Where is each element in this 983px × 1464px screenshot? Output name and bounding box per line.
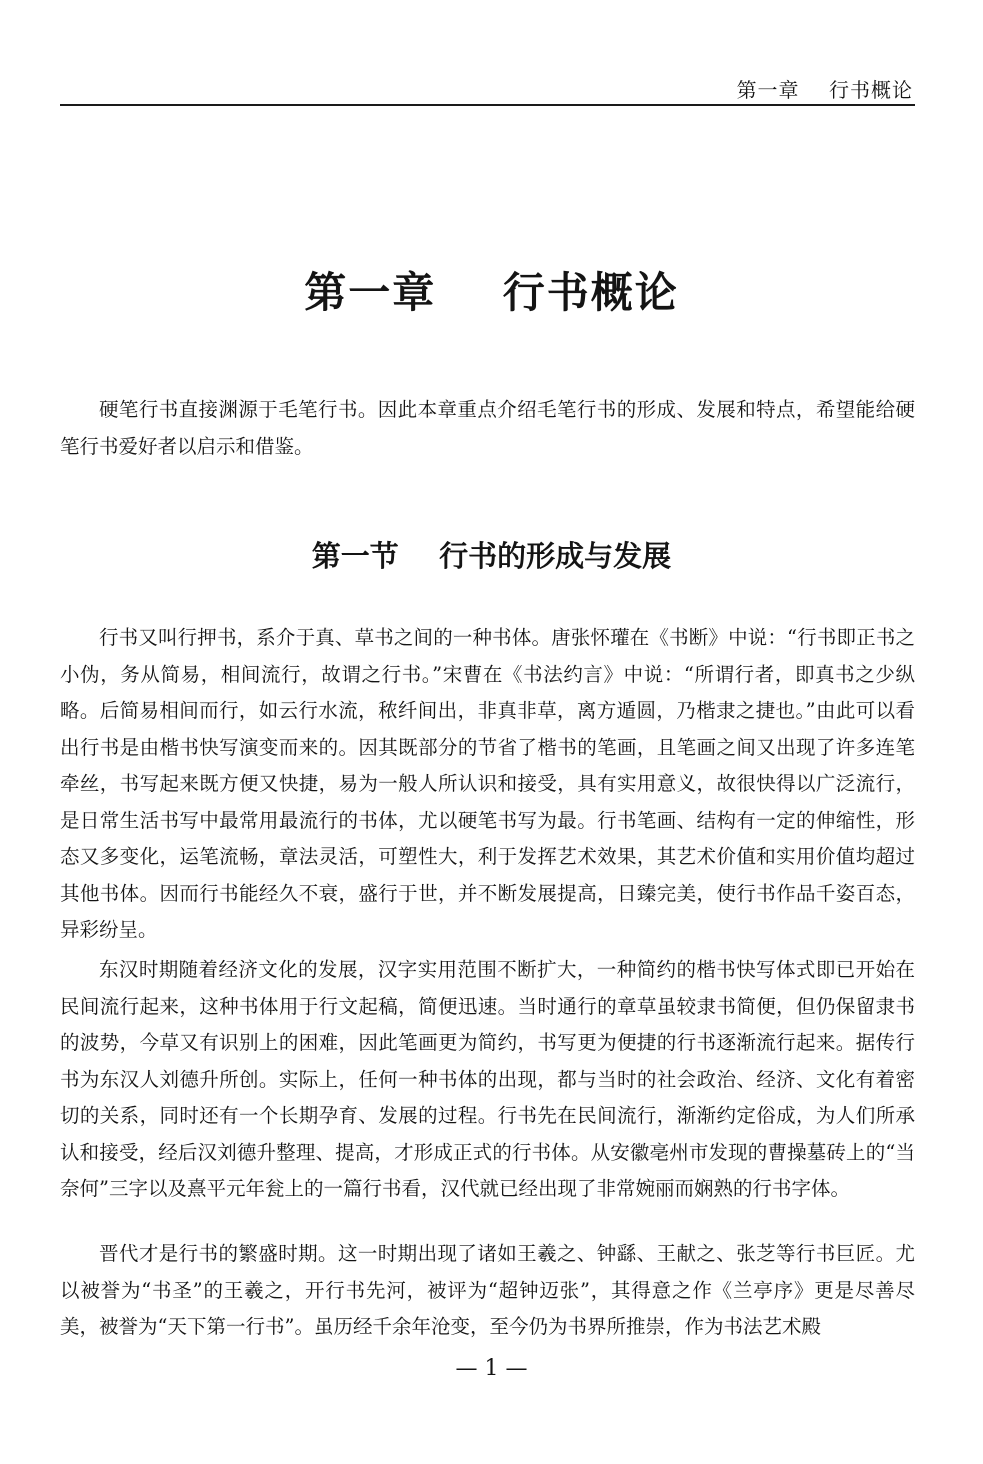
body-paragraph: 晋代才是行书的繁盛时期。这一时期出现了诸如王羲之、钟繇、王献之、张芝等行书巨匠。尤以被誉为“书圣”的王羲之，开行书先河，被评为“超钟迈张”，其得意之作《兰亭序》更是尽善尽美，被誉为“天下第一行书”。虽历经千余年沧变，至今仍为书界所推崇，作为书法艺术殿	[60, 1242, 915, 1338]
running-header	[60, 60, 915, 106]
body-paragraph: 东汉时期随着经济文化的发展，汉字实用范围不断扩大，一种简约的楷书快写体式即已开始在民间流行起来，这种书体用于行文起稿，简便迅速。当时通行的章草虽较隶书简便，但仍保留隶书的波势，今草又有识别上的困难，因此笔画更为简约，书写更为便捷的行书逐渐流行起来。据传行书为东汉人刘德升所创。实际上，任何一种书体的出现，都与当时的社会政治、经济、文化有着密切的关系，同时还有一个长期孕育、发展的过程。行书先在民间流行，渐渐约定俗成，为人们所承认和接受，经后汉刘德升整理、提高，才形成正式的行书体。从安徽亳州市发现的曹操墓砖上的“当奈何”三字以及熹平元年瓮上的一篇行书看，汉代就已经出现了非常婉丽而娴熟的行书字体。	[60, 958, 915, 1200]
running-header-title: 第一章 行书概论	[736, 78, 913, 102]
chapter-title: 第一章 行书概论	[304, 268, 679, 317]
page-number: — 1 —	[455, 1356, 528, 1381]
intro-paragraph: 硬笔行书直接渊源于毛笔行书。因此本章重点介绍毛笔行书的形成、发展和特点，希望能给硬笔行书爱好者以启示和借鉴。	[60, 398, 915, 458]
section-title: 第一节 行书的形成与发展	[311, 539, 672, 573]
body-paragraph: 行书又叫行押书，系介于真、草书之间的一种书体。唐张怀瓘在《书断》中说：“行书即正书之小伪，务从简易，相间流行，故谓之行书。”宋曹在《书法约言》中说：“所谓行者，即真书之少纵略。后简易相间而行，如云行水流，秾纤间出，非真非草，离方遁圆，乃楷隶之捷也。”由此可以看出行书是由楷书快写演变而来的。因其既部分的节省了楷书的笔画，且笔画之间又出现了许多连笔牵丝，书写起来既方便又快捷，易为一般人所认识和接受，具有实用意义，故很快得以广泛流行，是日常生活书写中最常用最流行的书体，尤以硬笔书写为最。行书笔画、结构有一定的伸缩性，形态又多变化，运笔流畅，章法灵活，可塑性大，利于发挥艺术效果，其艺术价值和实用价值均超过其他书体。因而行书能经久不衰，盛行于世，并不断发展提高，日臻完美，使行书作品千姿百态，异彩纷呈。	[60, 626, 915, 941]
